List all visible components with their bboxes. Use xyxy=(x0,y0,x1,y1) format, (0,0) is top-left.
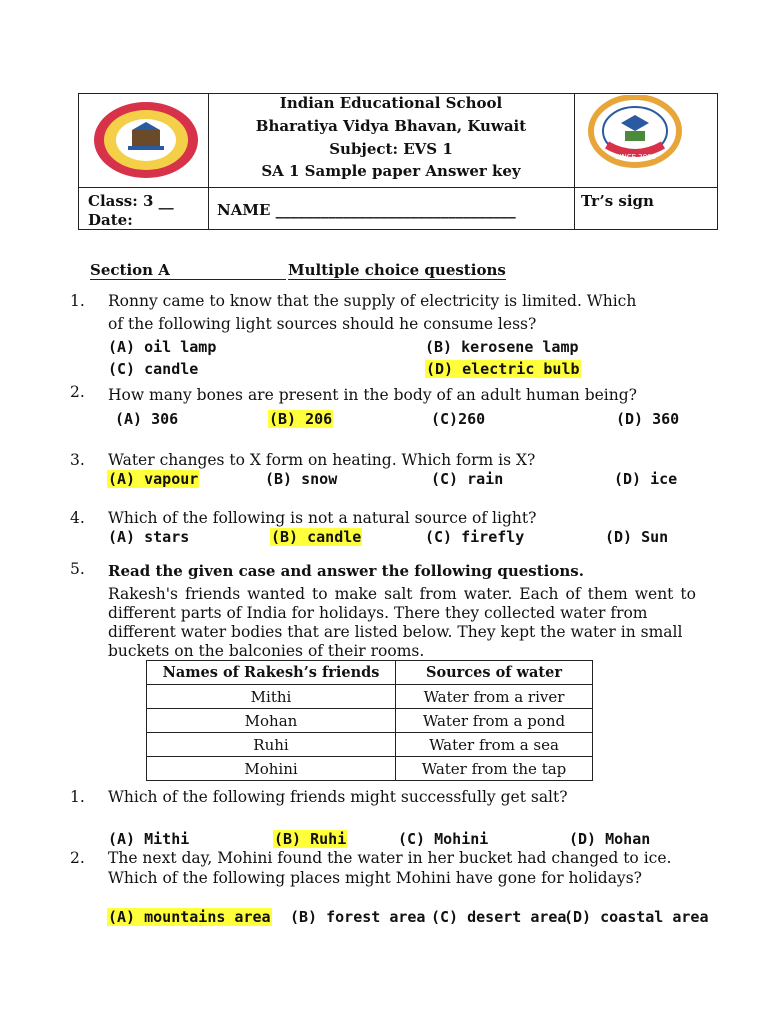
option-c[interactable]: (C) rain xyxy=(431,470,504,488)
name-field[interactable]: NAME ________________________________ xyxy=(217,201,516,219)
question-text: Ronny came to know that the supply of electricity is limited. Which xyxy=(108,292,637,310)
case-passage-line: buckets on the balconies of their rooms. xyxy=(108,642,425,660)
question-number: 2. xyxy=(70,383,85,401)
school-logo-left xyxy=(92,100,200,180)
class-label: Class: 3 __ xyxy=(88,192,174,210)
option-a[interactable]: (A) 306 xyxy=(115,410,179,428)
table-header-row xyxy=(147,661,593,685)
table-row xyxy=(147,685,593,709)
question-text: Which of the following is not a natural source of light? xyxy=(108,509,537,527)
question-number: 2. xyxy=(70,849,85,867)
option-a-answer[interactable]: (A) vapour xyxy=(108,470,199,488)
question-text: Water changes to X form on heating. Which form is X? xyxy=(108,451,536,469)
option-d[interactable]: (D) Sun xyxy=(605,528,669,546)
case-passage-line: different water bodies that are listed below. They kept the water in small xyxy=(108,623,683,641)
table-cell: Water from the tap xyxy=(396,757,593,781)
question-text: The next day, Mohini found the water in her bucket had changed to ice. xyxy=(108,849,672,867)
option-b[interactable]: (B) forest area xyxy=(290,908,426,926)
option-b-answer[interactable]: (B) Ruhi xyxy=(274,830,347,848)
question-number: 4. xyxy=(70,509,85,527)
option-b[interactable]: (B) kerosene lamp xyxy=(425,338,579,356)
table-header: Names of Rakesh’s friends xyxy=(147,661,396,685)
since-badge: SINCE 2006 xyxy=(615,153,657,161)
question-number: 3. xyxy=(70,451,85,469)
question-text: of the following light sources should he consume less? xyxy=(108,315,537,333)
section-label: Section A xyxy=(90,261,286,280)
case-passage-line: different parts of India for holidays. There they collected water from xyxy=(108,604,648,622)
option-c[interactable]: (C) Mohini xyxy=(398,830,489,848)
option-b[interactable]: (B) snow xyxy=(265,470,338,488)
option-d[interactable]: (D) coastal area xyxy=(564,908,709,926)
table-row xyxy=(147,733,593,757)
table-header: Sources of water xyxy=(396,661,593,685)
table-cell: Mithi xyxy=(147,685,396,709)
question-text: Which of the following places might Mohini have gone for holidays? xyxy=(108,869,642,887)
table-cell: Water from a sea xyxy=(396,733,593,757)
option-a[interactable]: (A) Mithi xyxy=(108,830,190,848)
table-row xyxy=(147,757,593,781)
question-text: How many bones are present in the body of an adult human being? xyxy=(108,386,637,404)
case-passage-line: Rakesh's friends wanted to make salt from water. Each of them went to xyxy=(108,585,696,603)
option-b-answer[interactable]: (B) candle xyxy=(271,528,362,546)
table-row xyxy=(147,709,593,733)
option-d[interactable]: (D) Mohan xyxy=(569,830,651,848)
option-a[interactable]: (A) stars xyxy=(108,528,190,546)
table-cell: Mohini xyxy=(147,757,396,781)
option-d[interactable]: (D) 360 xyxy=(616,410,680,428)
case-instruction: Read the given case and answer the following questions. xyxy=(108,562,584,580)
option-c[interactable]: (C) candle xyxy=(108,360,199,378)
subject-title: Subject: EVS 1 xyxy=(329,140,453,158)
table-cell: Mohan xyxy=(147,709,396,733)
option-c[interactable]: (C) desert area xyxy=(431,908,567,926)
option-b-answer[interactable]: (B) 206 xyxy=(269,410,333,428)
friends-table xyxy=(146,660,593,781)
option-a[interactable]: (A) oil lamp xyxy=(108,338,217,356)
option-c[interactable]: (C) firefly xyxy=(425,528,525,546)
option-d-answer[interactable]: (D) electric bulb xyxy=(426,360,580,378)
option-d[interactable]: (D) ice xyxy=(614,470,678,488)
date-label: Date: xyxy=(88,211,133,229)
option-a-answer[interactable]: (A) mountains area xyxy=(108,908,271,926)
question-number: 5. xyxy=(70,560,85,578)
option-c[interactable]: (C)260 xyxy=(431,410,486,428)
question-number: 1. xyxy=(70,292,85,310)
question-text: Which of the following friends might successfully get salt? xyxy=(108,788,568,806)
school-branch: Bharatiya Vidya Bhavan, Kuwait xyxy=(255,117,527,135)
paper-title: SA 1 Sample paper Answer key xyxy=(261,162,521,180)
question-number: 1. xyxy=(70,788,85,806)
teacher-sign-label: Tr’s sign xyxy=(581,192,654,210)
section-title: Multiple choice questions xyxy=(288,261,506,279)
table-cell: Water from a pond xyxy=(396,709,593,733)
table-cell: Ruhi xyxy=(147,733,396,757)
table-cell: Water from a river xyxy=(396,685,593,709)
school-name: Indian Educational School xyxy=(279,94,503,112)
